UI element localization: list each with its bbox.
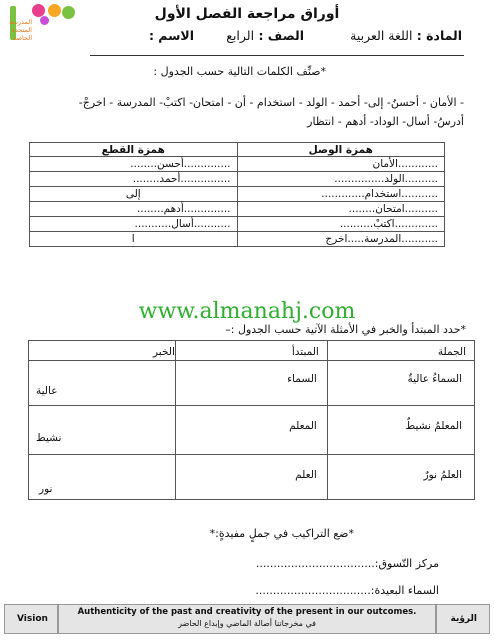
subject-predicate-table [28,340,475,500]
table-cell [327,406,474,455]
footer-vision-en [4,604,58,634]
table-header-cell [29,341,176,361]
subject-value: اللغة العربية [350,28,413,43]
table-cell [327,361,474,406]
mubtada-text: المعلم [289,420,317,432]
header-hamzat-qat: همزة القطع [30,143,238,157]
table-cell: ..............أدهم........ [30,202,238,217]
table-header-cell [176,341,328,361]
grade-value: الرابع [226,28,255,43]
hamza-table [29,142,445,247]
subject-label: المادة : [416,28,462,43]
footer-vision-ar [436,604,490,634]
subject-row [350,28,462,43]
header-mubtada: المبتدأ [291,346,319,358]
name-label: الاسم : [148,28,194,43]
table-row [29,455,475,500]
table-cell [176,406,328,455]
words-line-2: أدرسُ- أسال- الوداد- أدهم - انتظار [307,115,464,128]
motto-ar: في مخرجاتنا أصالة الماضي وإبداع الحاضر [178,619,316,628]
table-cell [29,455,176,500]
predicate-instruction: *حدد المبتدأ والخبر في الأمثلة الآتية حسب الجدول :– [225,323,466,336]
footer [0,604,494,634]
mubtada-text: العلم [295,469,317,481]
table-cell: .............اكتبْ.......... [237,217,445,232]
table-header-row [30,143,445,157]
header-divider [90,55,464,56]
logo-text-1: المدرسة [8,18,32,26]
sentences-instruction: *ضع التراكيب في جملٍ مفيدةٍ:* [209,527,354,540]
motto-en: Authenticity of the past and creativity of the present in our outcomes. [77,607,417,617]
footer-motto [58,604,436,634]
table-cell: إلى [30,187,238,202]
sentence-text: السماءُ عاليةٌ [407,373,462,385]
vision-ar-label: الرؤية [450,614,477,624]
table-row [29,361,475,406]
logo-text-3: الخاصة [13,34,32,42]
table-row [30,232,445,247]
table-row [30,187,445,202]
logo-text-2: المتحدة [11,26,32,34]
classify-instruction: *صنِّف الكلمات التالية حسب الجدول : [153,65,326,78]
phrase-item: مركز التّسوق:.................................. [255,557,439,570]
table-cell: ............الأمان [237,157,445,172]
page-title: أوراق مراجعة الفصل الأول [154,6,340,22]
watermark-link[interactable]: www.almanahj.com [138,299,356,324]
khabar-text: نور [39,483,53,495]
table-cell: ..........الولد............... [237,172,445,187]
khabar-text: نشيط [36,432,62,444]
table-cell: ا [30,232,238,247]
header-hamzat-wasl: همزة الوصل [237,143,445,157]
header-sentence: الجملة [437,346,466,358]
table-cell: ...........استخدام............. [237,187,445,202]
table-cell: ..........امتحان........ [237,202,445,217]
mubtada-text: السماء [287,373,317,385]
grade-row [226,28,304,43]
table-row [30,157,445,172]
table-row [30,202,445,217]
table-cell [176,361,328,406]
table-cell [176,455,328,500]
grade-label: الصف : [258,28,304,43]
table-row [30,172,445,187]
table-header-cell [327,341,474,361]
table-header-row [29,341,475,361]
khabar-text: عالية [36,385,58,397]
table-row [30,217,445,232]
table-cell: ...........أسال........... [30,217,238,232]
sentence-text: العلمُ نورٌ [423,469,462,481]
vision-en-label: Vision [17,614,48,624]
table-cell [29,361,176,406]
header-khabar: الخبر [153,346,175,358]
words-line-1: - الأمان - أحسنُ- إلى- أحمد - الولد - استخدام - أن - امتحان- اكتبْ- المدرسة - اخرجْ- [78,96,464,109]
table-row [29,406,475,455]
table-cell: ...........المدرسة.....اخرج [237,232,445,247]
table-cell [327,455,474,500]
table-cell: ...............أحمد........ [30,172,238,187]
phrase-item: السماء البعيدة:................................. [255,584,439,597]
sentence-text: المعلمُ نشيطٌ [405,420,462,432]
table-cell [29,406,176,455]
table-cell: ..............أحسن........ [30,157,238,172]
